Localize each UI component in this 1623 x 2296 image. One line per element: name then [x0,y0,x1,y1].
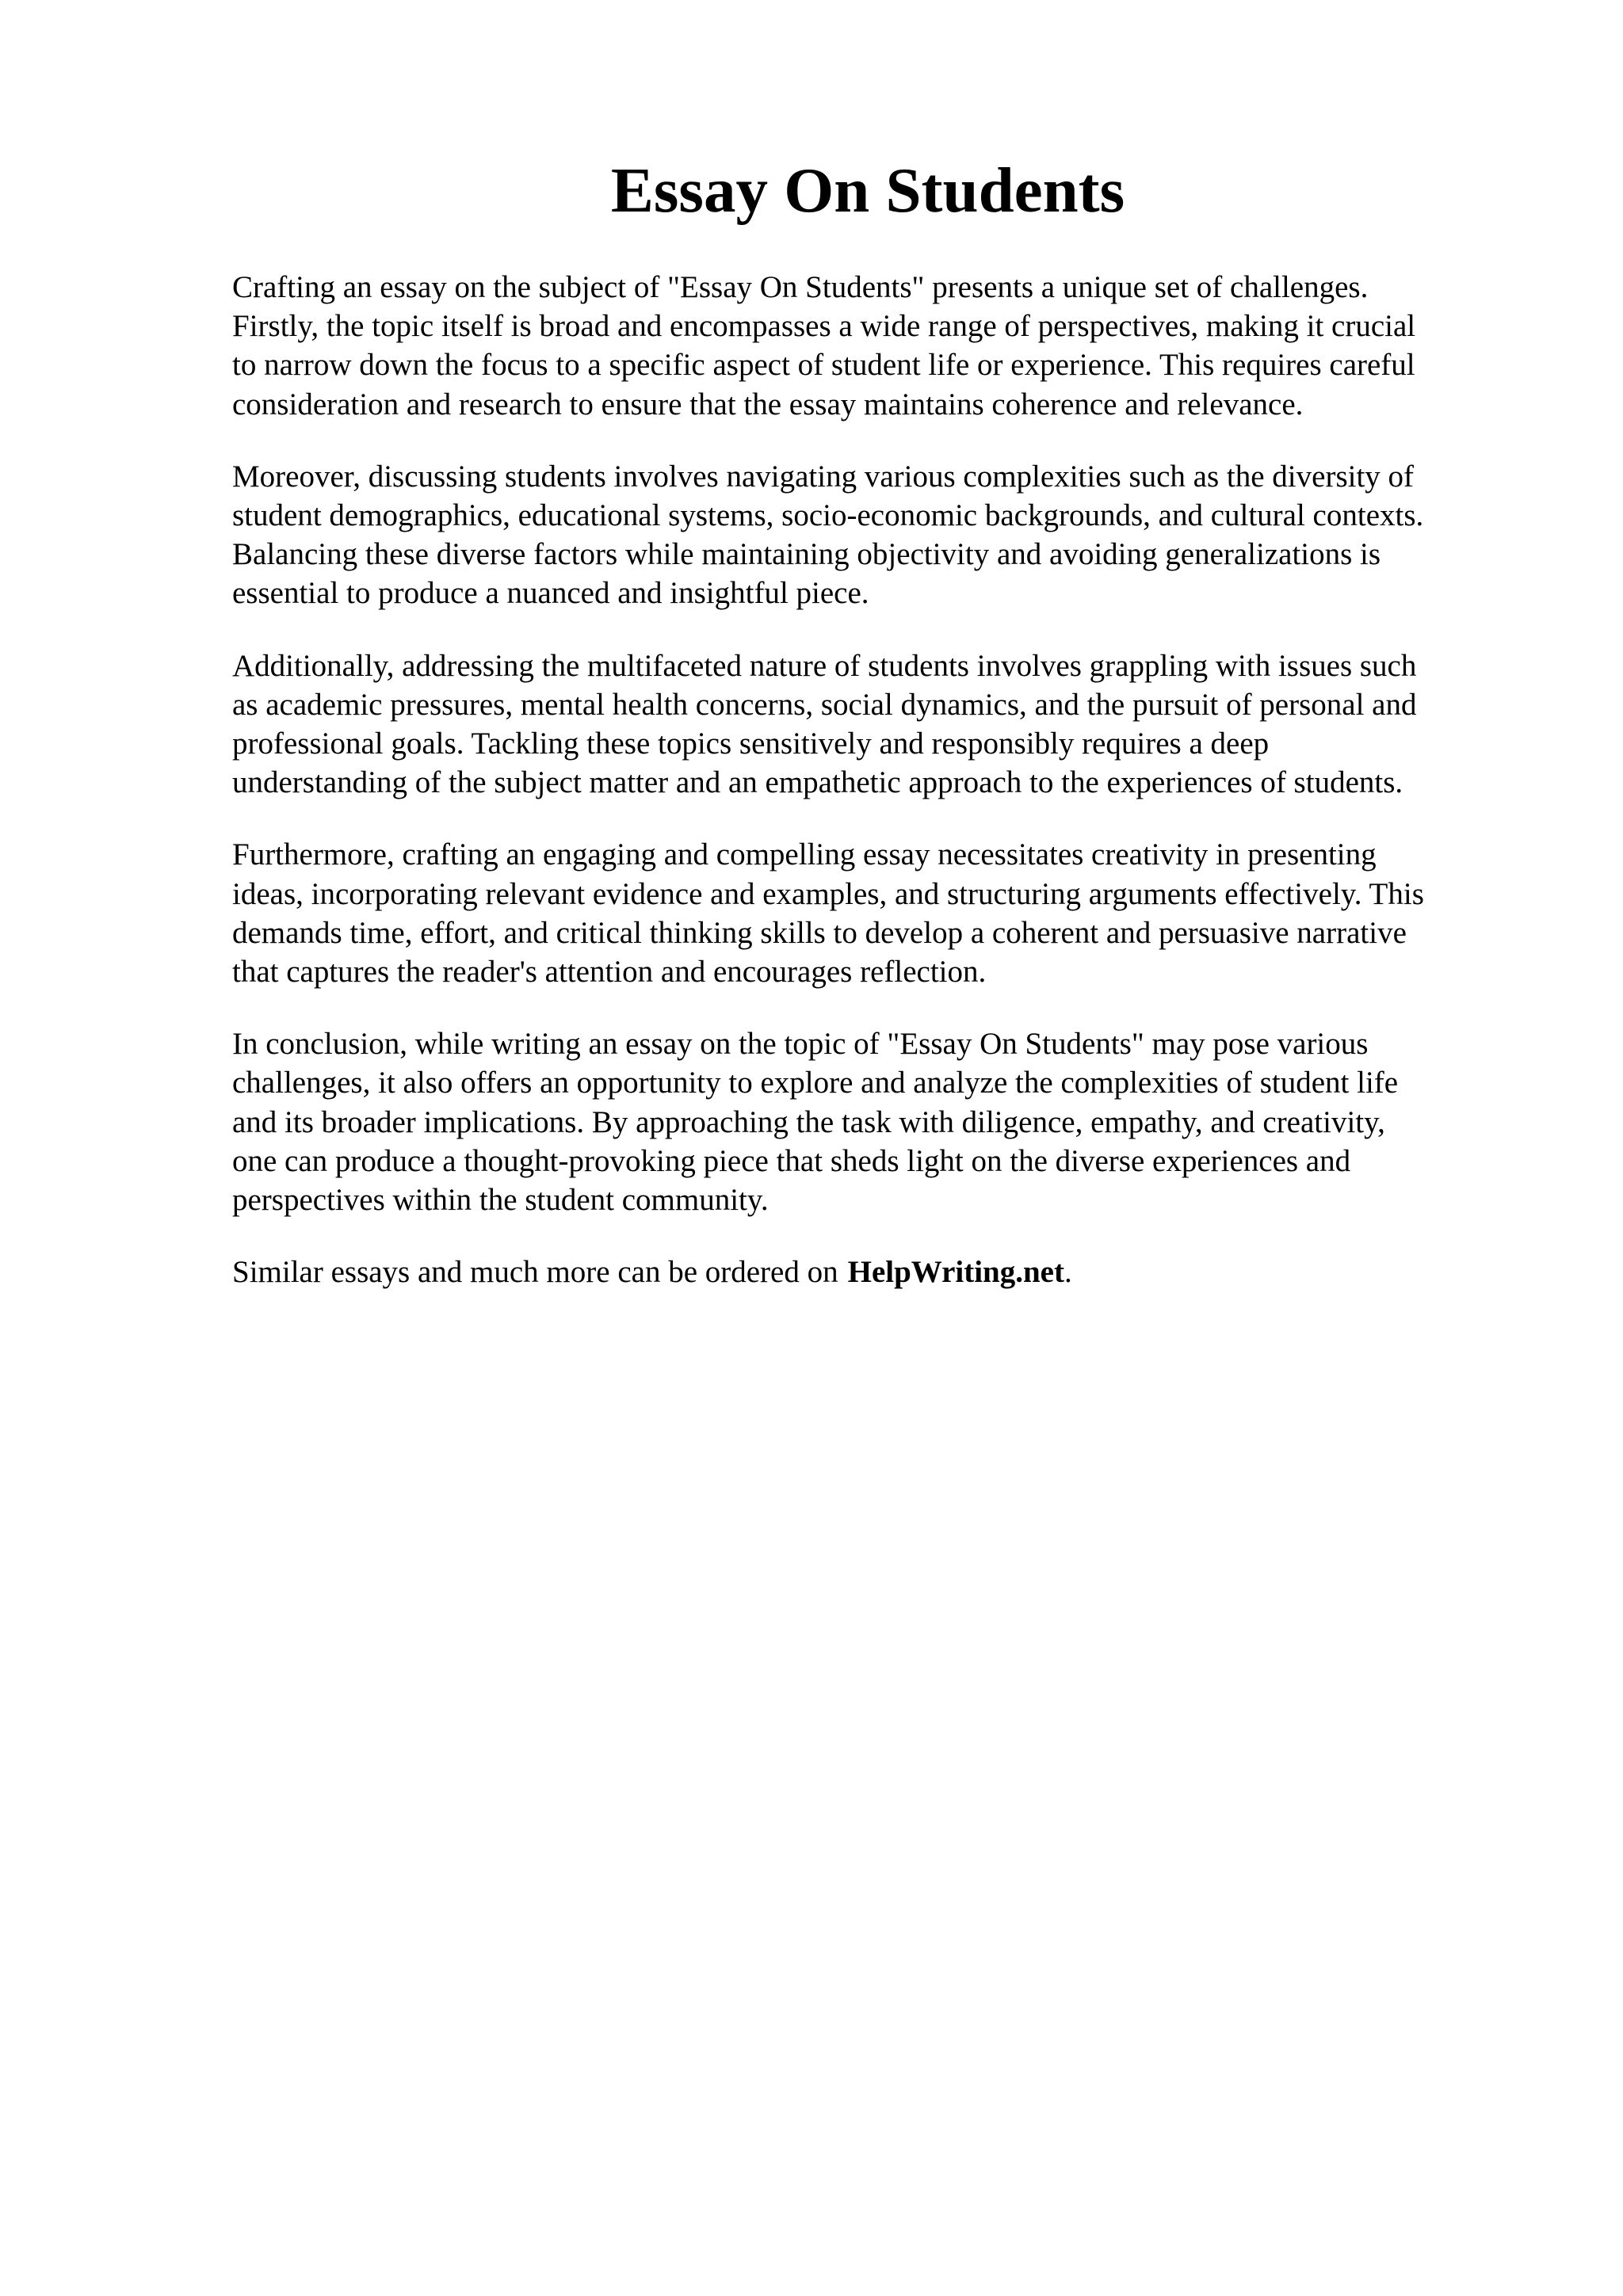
paragraph-line: Moreover, discussing students involves navigating various complexities such as the diversity of [232,459,1415,494]
paragraph-line: one can produce a thought-provoking piece that sheds light on the diverse experiences and [232,1143,1351,1178]
paragraph-line: that captures the reader's attention and encourages reflection. [232,955,987,990]
paragraph-line: professional goals. Tackling these topics sensitively and responsibly requires a deep [232,727,1270,761]
paragraph-line: Crafting an essay on the subject of "Essay On Students" presents a unique set of challenges. [232,270,1369,304]
paragraph-line: Balancing these diverse factors while maintaining objectivity and avoiding generalizations is [232,537,1381,572]
paragraph-line: consideration and research to ensure that the essay maintains coherence and relevance. [232,387,1304,421]
paragraph-line: Firstly, the topic itself is broad and encompasses a wide range of perspectives, making it crucial [232,309,1416,344]
paragraph-1 [232,268,1532,424]
paragraph-line: Additionally, addressing the multifaceted nature of students involves grappling with issues such [232,648,1417,683]
paragraph-4 [232,835,1532,991]
paragraph-line: understanding of the subject matter and an empathetic approach to the experiences of students. [232,765,1403,800]
paragraph-line: essential to produce a nuanced and insightful piece. [232,576,869,611]
paragraph-3 [232,646,1532,803]
paragraph-line: as academic pressures, mental health concerns, social dynamics, and the pursuit of personal and [232,687,1417,722]
paragraph-line: perspectives within the student community. [232,1183,769,1218]
essay-body [232,268,1532,1325]
paragraph-line: student demographics, educational systems, socio-economic backgrounds, and cultural contexts. [232,498,1424,533]
page-title: Essay On Students [610,154,1125,226]
paragraph-2 [232,457,1532,613]
promo-line [232,1253,1532,1291]
paragraph-5 [232,1024,1532,1219]
paragraph-line: and its broader implications. By approaching the task with diligence, empathy, and creativity, [232,1104,1385,1139]
promo-text: Similar essays and much more can be ordered on [232,1255,838,1290]
paragraph-line: Furthermore, crafting an engaging and compelling essay necessitates creativity in presenting [232,837,1377,872]
brand-link[interactable]: HelpWriting.net [847,1255,1064,1290]
paragraph-line: demands time, effort, and critical thinking skills to develop a coherent and persuasive narrative [232,915,1407,950]
promo-period: . [1064,1255,1072,1290]
paragraph-line: challenges, it also offers an opportunity to explore and analyze the complexities of student life [232,1066,1399,1100]
paragraph-line: ideas, incorporating relevant evidence and examples, and structuring arguments effectively. This [232,876,1424,911]
paragraph-line: In conclusion, while writing an essay on the topic of "Essay On Students" may pose various [232,1027,1369,1062]
paragraph-line: to narrow down the focus to a specific aspect of student life or experience. This requires careful [232,348,1415,383]
